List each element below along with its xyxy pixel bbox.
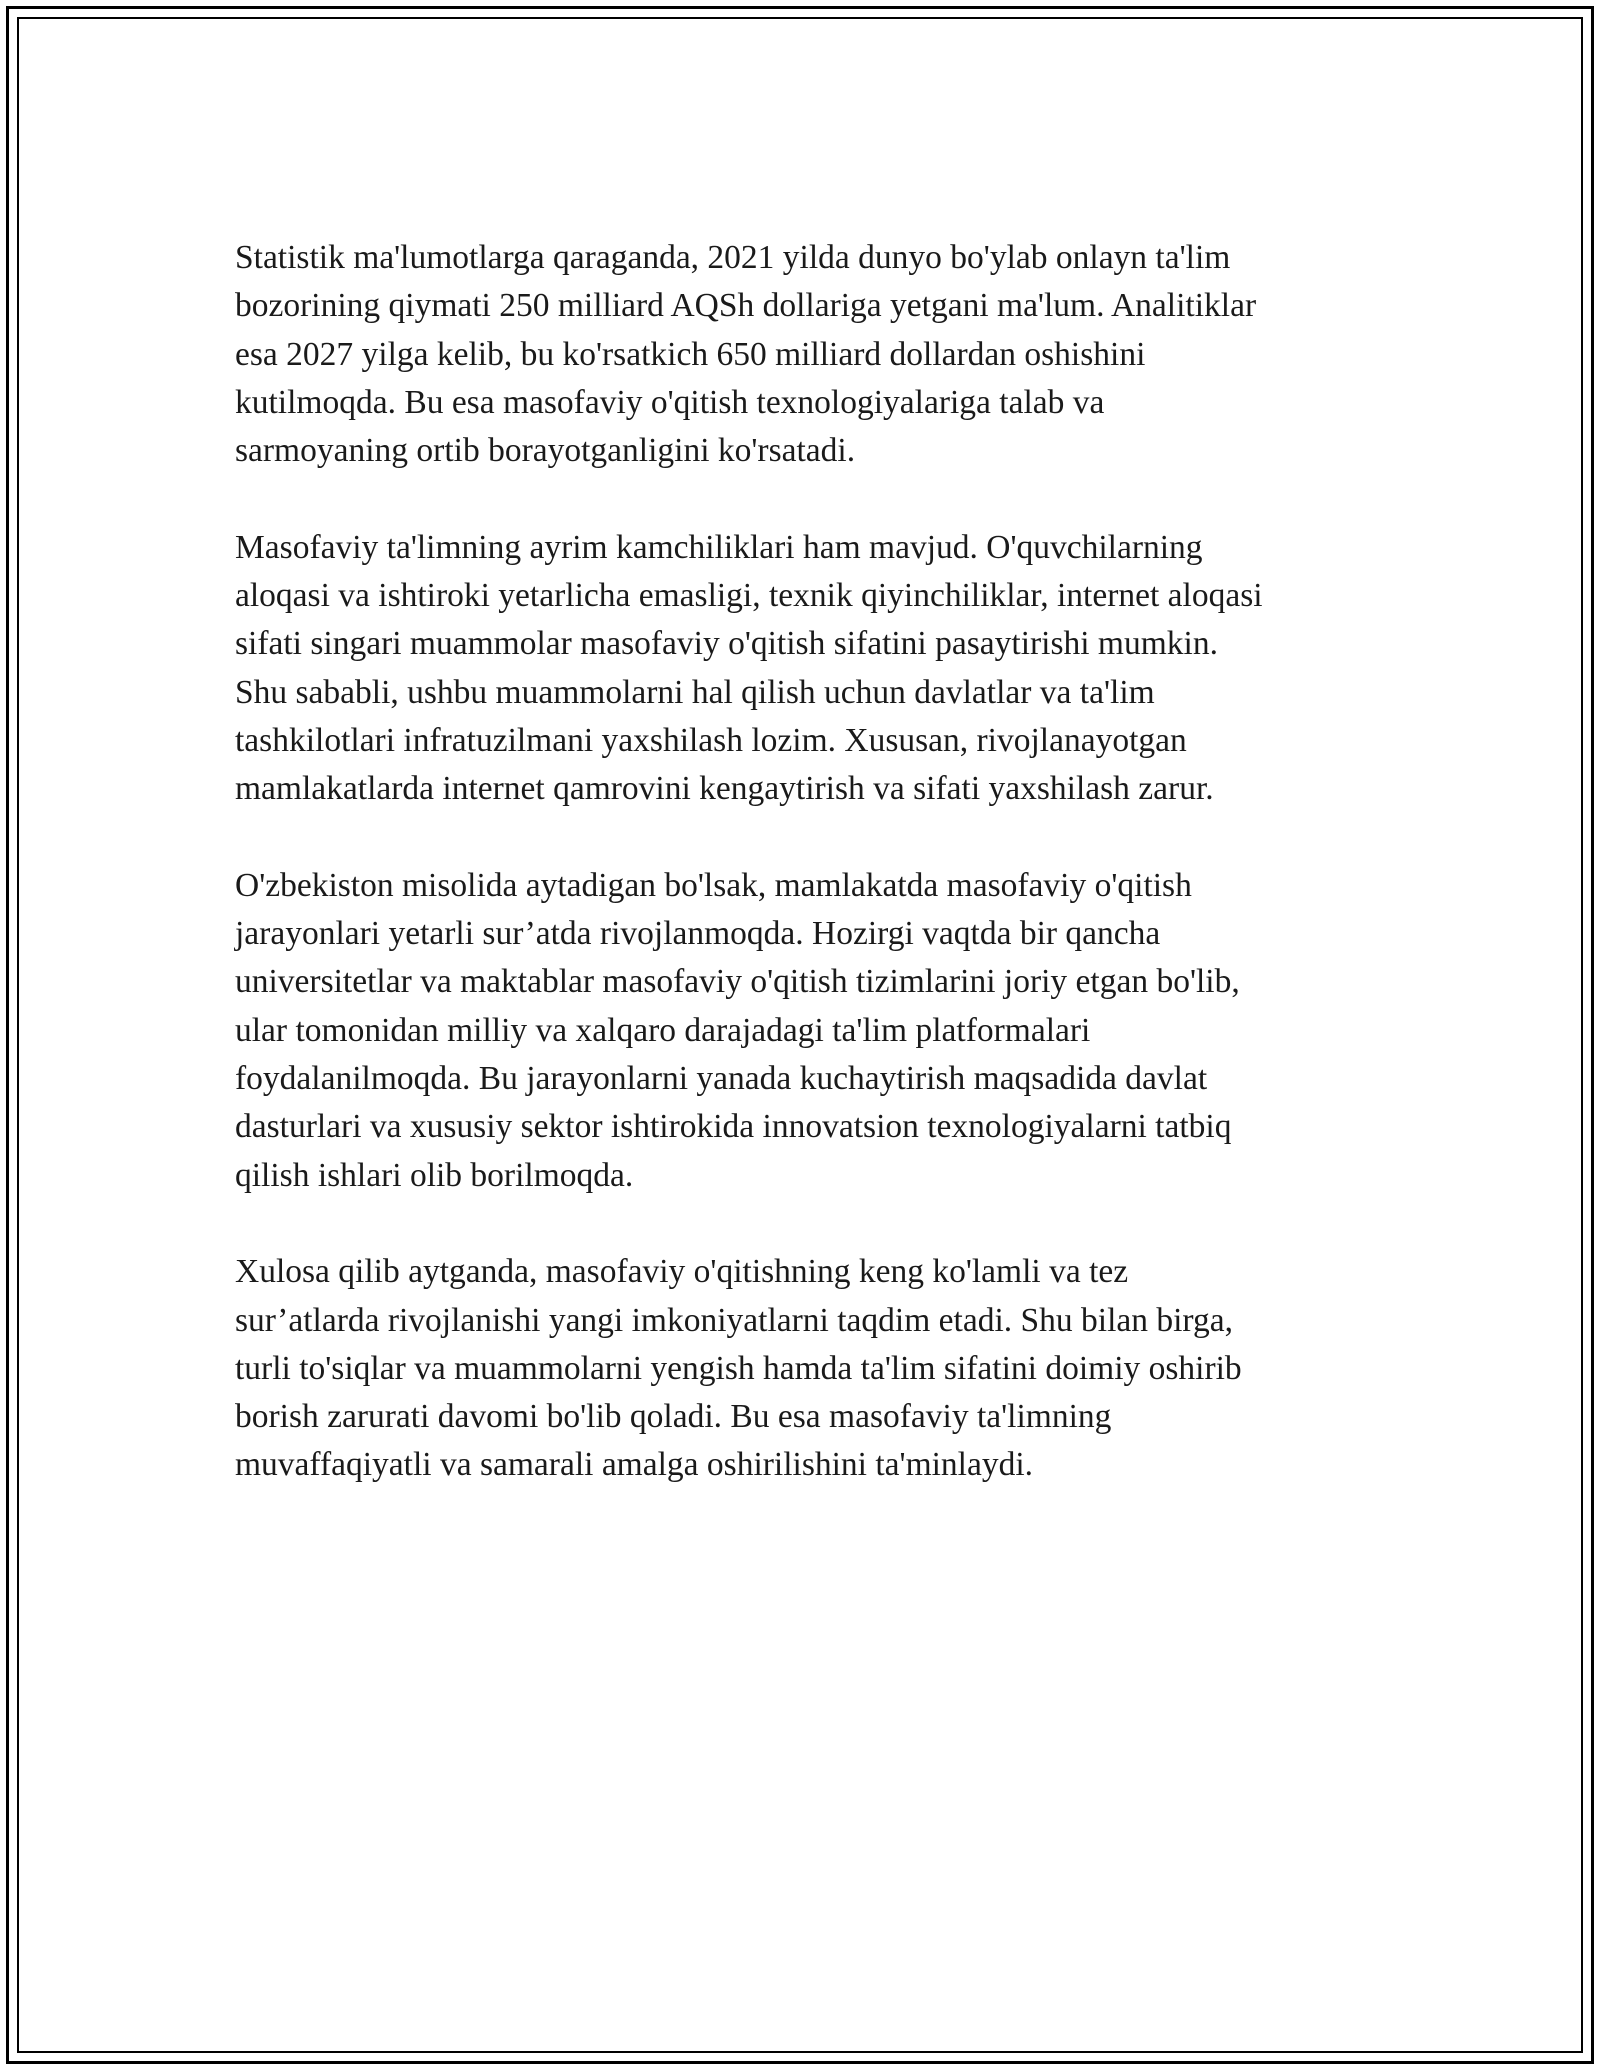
text-line: Xulosa qilib aytganda, masofaviy o'qitishning keng ko'lamli va tez bbox=[235, 1253, 1129, 1291]
document-body bbox=[235, 234, 1395, 1490]
text-line: O'zbekiston misolida aytadigan bo'lsak, mamlakatda masofaviy o'qitish bbox=[235, 866, 1192, 904]
text-line: jarayonlari yetarli sur’atda rivojlanmoqda. Hozirgi vaqtda bir qancha bbox=[235, 915, 1161, 953]
text-line: mamlakatlarda internet qamrovini kengaytirish va sifati yaxshilash zarur. bbox=[235, 770, 1214, 808]
text-line: Shu sababli, ushbu muammolarni hal qilish uchun davlatlar va ta'lim bbox=[235, 673, 1155, 711]
text-line: Statistik ma'lumotlarga qaraganda, 2021 yilda dunyo bo'ylab onlayn ta'lim bbox=[235, 239, 1231, 276]
paragraph-4 bbox=[235, 1248, 1395, 1489]
text-line: sur’atlarda rivojlanishi yangi imkoniyatlarni taqdim etadi. Shu bilan birga, bbox=[235, 1301, 1233, 1339]
text-line: universitetlar va maktablar masofaviy o'qitish tizimlarini joriy etgan bo'lib, bbox=[235, 963, 1240, 1001]
paragraph-3 bbox=[235, 862, 1395, 1200]
text-line: ular tomonidan milliy va xalqaro darajadagi ta'lim platformalari bbox=[235, 1011, 1091, 1049]
text-line: dasturlari va xususiy sektor ishtirokida innovatsion texnologiyalarni tatbiq bbox=[235, 1108, 1232, 1146]
text-line: sifati singari muammolar masofaviy o'qitish sifatini pasaytirishi mumkin. bbox=[235, 625, 1218, 663]
paragraph-1 bbox=[235, 234, 1395, 475]
text-line: foydalanilmoqda. Bu jarayonlarni yanada kuchaytirish maqsadida davlat bbox=[235, 1060, 1208, 1098]
text-line: bozorining qiymati 250 milliard AQSh dollariga yetgani ma'lum. Analitiklar bbox=[235, 287, 1257, 325]
text-line: borish zarurati davomi bo'lib qoladi. Bu esa masofaviy ta'limning bbox=[235, 1398, 1112, 1436]
text-line: aloqasi va ishtiroki yetarlicha emasligi, texnik qiyinchiliklar, internet aloqasi bbox=[235, 577, 1263, 615]
text-line: Masofaviy ta'limning ayrim kamchiliklari ham mavjud. O'quvchilarning bbox=[235, 528, 1203, 566]
text-line: esa 2027 yilga kelib, bu ko'rsatkich 650 milliard dollardan oshishini bbox=[235, 335, 1146, 373]
paragraph-2 bbox=[235, 524, 1395, 814]
text-line: muvaffaqiyatli va samarali amalga oshirilishini ta'minlaydi. bbox=[235, 1446, 1034, 1484]
text-line: sarmoyaning ortib borayotganligini ko'rsatadi. bbox=[235, 432, 856, 470]
text-line: tashkilotlari infratuzilmani yaxshilash lozim. Xususan, rivojlanayotgan bbox=[235, 721, 1187, 759]
text-line: kutilmoqda. Bu esa masofaviy o'qitish texnologiyalariga talab va bbox=[235, 383, 1105, 421]
text-line: turli to'siqlar va muammolarni yengish hamda ta'lim sifatini doimiy oshirib bbox=[235, 1349, 1242, 1387]
text-line: qilish ishlari olib borilmoqda. bbox=[235, 1156, 634, 1194]
